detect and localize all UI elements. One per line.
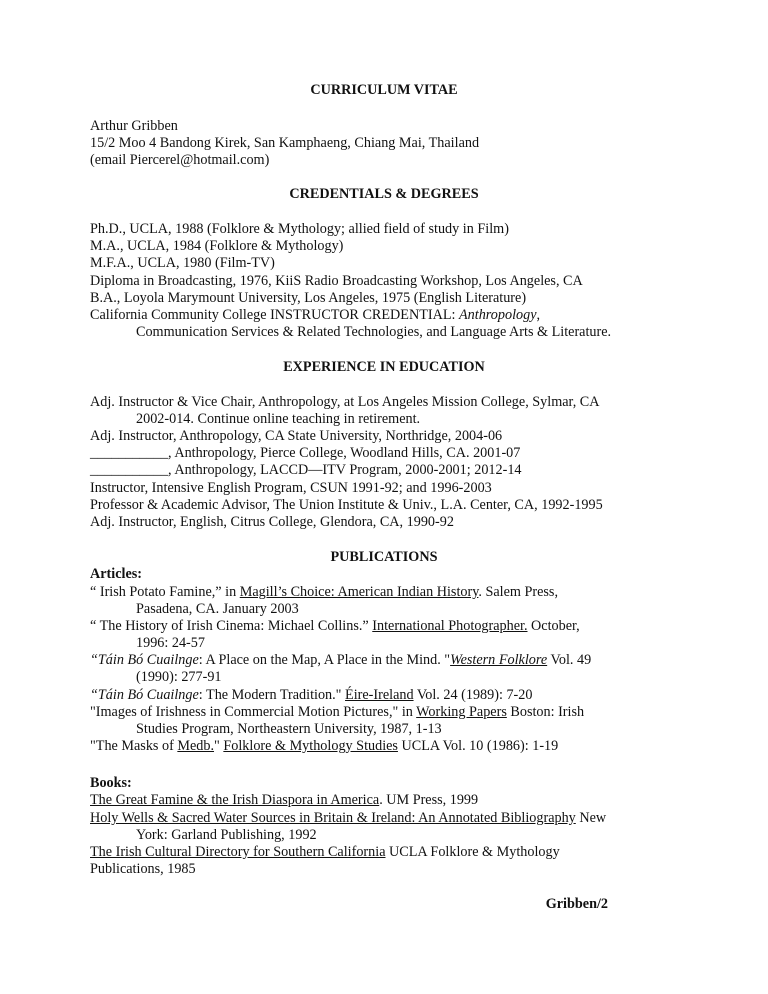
article-item: “ The History of Irish Cinema: Michael Collins.” International Photographer. October, [90, 618, 580, 634]
contact-address: 15/2 Moo 4 Bandong Kirek, San Kamphaeng, Chiang Mai, Thailand [90, 135, 480, 151]
article-item-cont: Pasadena, CA. January 2003 [136, 601, 299, 617]
articles-label: Articles: [90, 566, 142, 582]
experience-item: Adj. Instructor, Anthropology, CA State University, Northridge, 2004-06 [90, 428, 503, 444]
books-label: Books: [90, 775, 132, 791]
instructor-credential-cont: Communication Services & Related Technologies, and Language Arts & Literature. [136, 324, 612, 340]
page-title: CURRICULUM VITAE [310, 82, 458, 98]
contact-email: (email Piercerel@hotmail.com) [90, 152, 270, 168]
article-item: “Táin Bó Cuailnge: The Modern Tradition." Éire-Ireland Vol. 24 (1989): 7-20 [90, 687, 533, 703]
article-item: “Táin Bó Cuailnge: A Place on the Map, A Place in the Mind. "Western Folklore Vol. 49 [90, 652, 592, 668]
credentials-heading: CREDENTIALS & DEGREES [289, 186, 479, 202]
experience-item: Professor & Academic Advisor, The Union Institute & Univ., L.A. Center, CA, 1992-1995 [90, 497, 603, 513]
degree-ba: B.A., Loyola Marymount University, Los Angeles, 1975 (English Literature) [90, 290, 527, 306]
experience-item: ___________, Anthropology, LACCD—ITV Program, 2000-2001; 2012-14 [90, 462, 522, 478]
experience-item-cont: 2002-014. Continue online teaching in retirement. [136, 411, 421, 427]
diploma-broadcasting: Diploma in Broadcasting, 1976, KiiS Radio Broadcasting Workshop, Los Angeles, CA [90, 273, 583, 289]
contact-name: Arthur Gribben [90, 118, 178, 134]
experience-item: Instructor, Intensive English Program, CSUN 1991-92; and 1996-2003 [90, 480, 492, 496]
article-item-cont: Studies Program, Northeastern University, 1987, 1-13 [136, 721, 442, 737]
book-item-cont: Publications, 1985 [90, 861, 196, 877]
experience-item: Adj. Instructor, English, Citrus College, Glendora, CA, 1990-92 [90, 514, 454, 530]
book-item: The Great Famine & the Irish Diaspora in America. UM Press, 1999 [90, 792, 479, 808]
experience-item: Adj. Instructor & Vice Chair, Anthropology, at Los Angeles Mission College, Sylmar, CA [90, 394, 600, 410]
article-item: "The Masks of Medb." Folklore & Mythology Studies UCLA Vol. 10 (1986): 1-19 [90, 738, 559, 754]
book-item: Holy Wells & Sacred Water Sources in Britain & Ireland: An Annotated Bibliography New [90, 810, 607, 826]
degree-ma: M.A., UCLA, 1984 (Folklore & Mythology) [90, 238, 344, 254]
page-footer: Gribben/2 [545, 896, 608, 912]
article-item-cont: 1996: 24-57 [136, 635, 205, 651]
experience-heading: EXPERIENCE IN EDUCATION [283, 359, 485, 375]
instructor-credential: California Community College INSTRUCTOR CREDENTIAL: Anthropology, [90, 307, 541, 323]
degree-phd: Ph.D., UCLA, 1988 (Folklore & Mythology; allied field of study in Film) [90, 221, 509, 237]
degree-mfa: M.F.A., UCLA, 1980 (Film-TV) [90, 255, 275, 271]
article-item: “ Irish Potato Famine,” in Magill’s Choice: American Indian History. Salem Press, [90, 584, 558, 600]
article-item: "Images of Irishness in Commercial Motion Pictures," in Working Papers Boston: Irish [90, 704, 585, 720]
book-item: The Irish Cultural Directory for Southern California UCLA Folklore & Mythology [90, 844, 560, 860]
article-item-cont: (1990): 277-91 [136, 669, 222, 685]
book-item-cont: York: Garland Publishing, 1992 [136, 827, 317, 843]
experience-item: ___________, Anthropology, Pierce College, Woodland Hills, CA. 2001-07 [90, 445, 521, 461]
publications-heading: PUBLICATIONS [330, 549, 438, 565]
